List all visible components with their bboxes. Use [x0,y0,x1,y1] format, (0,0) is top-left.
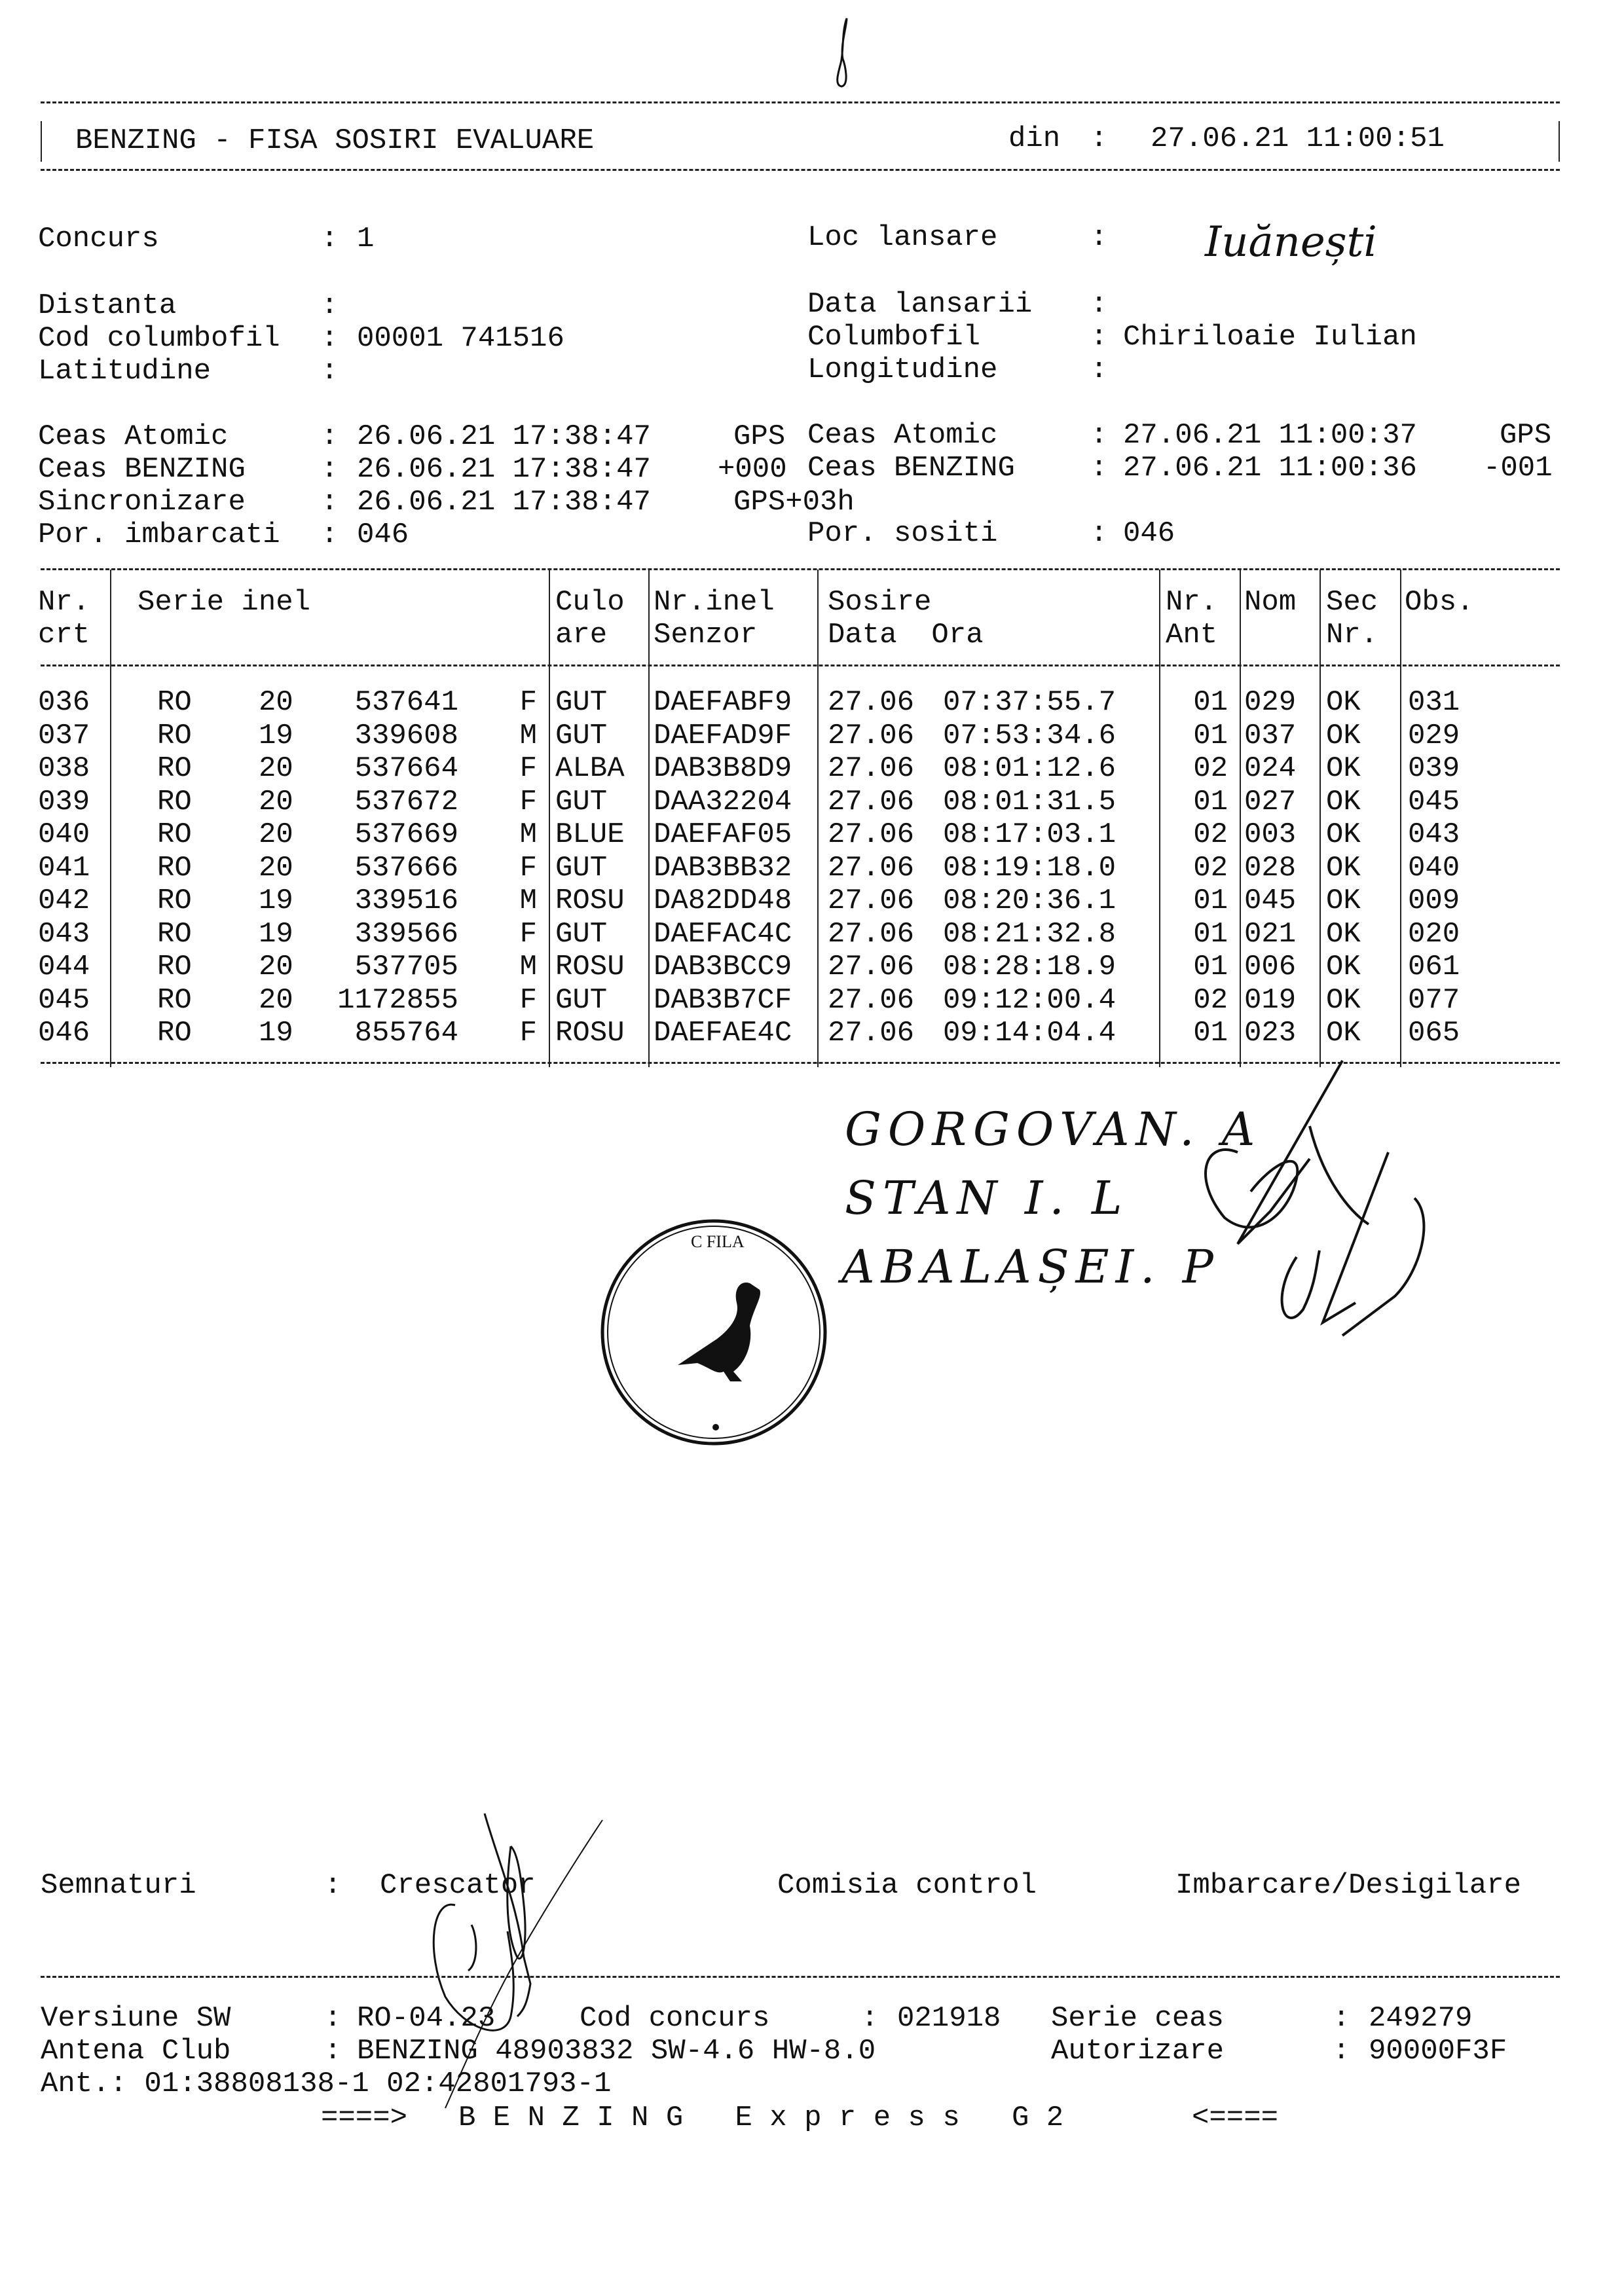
cell-tara: RO [157,752,192,785]
cell-tara: RO [157,785,192,818]
longitudine-label: Longitudine [807,354,998,386]
header-date-sep: : [1090,122,1108,155]
cell-ant: 01 [1193,1017,1228,1049]
cell-ora: 08:28:18.9 [943,951,1116,983]
colon: : [1090,354,1108,386]
cell-tara: RO [157,719,192,752]
cod-concurs-label: Cod concurs [580,2002,770,2035]
cell-ant: 01 [1193,884,1228,917]
cell-nr: 039 [38,785,90,818]
cod-columbofil-value: 00001 741516 [357,322,564,355]
cell-inel: 339566 [354,917,458,951]
th-senzor-2: Senzor [654,619,758,651]
cell-sex: F [519,983,537,1017]
cell-an: 19 [259,719,293,752]
cell-sec: OK [1326,686,1361,719]
cell-nr: 046 [38,1017,90,1049]
ceas-benzing-right-value: 27.06.21 11:00:36 [1123,452,1417,484]
banner-right-arrow: <==== [1192,2102,1279,2134]
cell-an: 20 [259,818,293,851]
table-row [0,818,1624,851]
sincronizare-value: 26.06.21 17:38:47 [357,486,651,519]
sincronizare-label: Sincronizare [38,486,246,519]
cell-nr: 042 [38,884,90,917]
colon: : [1090,288,1108,321]
autorizare-label: Autorizare [1051,2035,1225,2068]
cell-inel: 339608 [354,719,458,752]
cell-tara: RO [157,851,192,884]
cell-an: 20 [259,752,293,785]
table-row [0,720,1624,752]
cell-an: 19 [259,1017,293,1049]
cell-ant: 02 [1193,818,1228,851]
por-imbarcati-value: 046 [357,519,409,551]
header-right-border [1559,121,1560,162]
table-row [0,786,1624,818]
cell-data: 27.06 [828,686,915,719]
ceas-atomic-left-value: 26.06.21 17:38:47 [357,420,651,453]
cell-data: 27.06 [828,951,915,983]
cell-sec: OK [1326,719,1361,752]
versiune-sw-label: Versiune SW [41,2002,231,2035]
cell-sex: M [519,719,537,752]
cell-obs: 031 [1408,686,1460,719]
table-row [0,852,1624,884]
cell-culoare: ROSU [555,1017,625,1049]
cell-nr: 037 [38,719,90,752]
cell-inel: 339516 [354,884,458,917]
comisia-control-label: Comisia control [777,1869,1037,1902]
cell-ant: 02 [1193,983,1228,1017]
loc-lansare-handwritten: Iuănești [1205,218,1377,266]
cell-inel: 855764 [354,1017,458,1049]
cell-sex: F [519,1017,537,1049]
cell-nom: 021 [1244,917,1297,951]
cell-sec: OK [1326,785,1361,818]
colon: : [321,519,339,551]
header-bottom-border [41,169,1560,171]
ceas-benzing-right-suffix: -001 [1483,452,1553,484]
cell-data: 27.06 [828,851,915,884]
cell-inel: 1172855 [337,983,458,1017]
cell-ant: 01 [1193,951,1228,983]
cell-senzor: DAA32204 [654,785,792,818]
cell-nr: 038 [38,752,90,785]
cell-sex: F [519,917,537,951]
th-ant-2: Ant [1166,619,1218,651]
table-header-border [41,665,1560,666]
commission-name: ABALAȘEI. P [841,1240,1220,1294]
cell-data: 27.06 [828,752,915,785]
cell-nr: 041 [38,851,90,884]
ceas-atomic-left-suffix: GPS [733,420,786,453]
handwritten-page-number [822,13,861,92]
th-serie-inel: Serie inel [138,586,311,619]
cell-an: 20 [259,951,293,983]
cell-sex: M [519,951,537,983]
cell-nom: 028 [1244,851,1297,884]
colon: : [1090,419,1108,452]
th-sec-2: Nr. [1326,619,1378,651]
cell-ant: 01 [1193,686,1228,719]
por-sositi-value: 046 [1123,517,1175,550]
cell-obs: 077 [1408,983,1460,1017]
cell-tara: RO [157,686,192,719]
imbarcare-desigilare-label: Imbarcare/Desigilare [1175,1869,1522,1902]
cell-ant: 02 [1193,752,1228,785]
cell-inel: 537664 [354,752,458,785]
colon: : [324,2002,342,2035]
cell-senzor: DAB3B8D9 [654,752,792,785]
table-row [0,884,1624,917]
semnaturi-label: Semnaturi [41,1869,196,1902]
ceas-atomic-right-value: 27.06.21 11:00:37 [1123,419,1417,452]
sincronizare-suffix: GPS+03h [733,486,855,519]
cell-inel: 537705 [354,951,458,983]
cell-an: 19 [259,917,293,951]
cell-ant: 01 [1193,785,1228,818]
cell-culoare: GUT [555,851,608,884]
cell-senzor: DAEFAF05 [654,818,792,851]
cell-culoare: GUT [555,917,608,951]
cell-an: 20 [259,983,293,1017]
cell-ora: 09:14:04.4 [943,1017,1116,1049]
cell-nom: 029 [1244,686,1297,719]
cell-sex: M [519,818,537,851]
cell-data: 27.06 [828,719,915,752]
cell-inel: 537669 [354,818,458,851]
cod-columbofil-label: Cod columbofil [38,322,280,355]
cell-nom: 027 [1244,785,1297,818]
cell-senzor: DAEFAE4C [654,1017,792,1049]
ceas-atomic-right-label: Ceas Atomic [807,419,998,452]
cell-obs: 020 [1408,917,1460,951]
data-lansarii-label: Data lansarii [807,288,1033,321]
colon: : [321,486,339,519]
cell-culoare: ROSU [555,951,625,983]
cell-obs: 065 [1408,1017,1460,1049]
table-row [0,984,1624,1017]
pigeon-icon [678,1283,760,1381]
cell-nom: 023 [1244,1017,1297,1049]
th-sosire: Sosire [828,586,932,619]
cell-senzor: DAB3B7CF [654,983,792,1017]
antenna-ids: Ant.: 01:38808138-1 02:42801793-1 [41,2068,612,2100]
cell-senzor: DAEFAC4C [654,917,792,951]
table-row [0,752,1624,785]
cell-tara: RO [157,983,192,1017]
colon: : [1333,2002,1350,2035]
cell-sec: OK [1326,752,1361,785]
cell-obs: 043 [1408,818,1460,851]
cell-culoare: ALBA [555,752,625,785]
cell-ora: 07:37:55.7 [943,686,1116,719]
table-row [0,951,1624,983]
cell-ora: 08:01:31.5 [943,785,1116,818]
colon: : [321,289,339,322]
header-date-value: 27.06.21 11:00:51 [1151,122,1445,155]
cell-data: 27.06 [828,785,915,818]
cell-obs: 029 [1408,719,1460,752]
cell-obs: 045 [1408,785,1460,818]
cell-sex: F [519,851,537,884]
th-ant-1: Nr. [1166,586,1218,619]
header-date-label: din [1008,122,1061,155]
por-imbarcati-label: Por. imbarcati [38,519,280,551]
concurs-value: 1 [357,223,375,255]
cell-inel: 537641 [354,686,458,719]
stamp-text: C FILA [691,1232,745,1251]
table-row [0,1017,1624,1049]
cell-ora: 08:19:18.0 [943,851,1116,884]
cell-obs: 061 [1408,951,1460,983]
cell-ant: 01 [1193,719,1228,752]
cell-culoare: GUT [555,719,608,752]
distanta-label: Distanta [38,289,177,322]
cell-senzor: DAEFABF9 [654,686,792,719]
th-data-ora: Data Ora [828,619,984,651]
colon: : [321,355,339,388]
banner-left-arrow: ====> [321,2102,408,2134]
cell-senzor: DA82DD48 [654,884,792,917]
cell-culoare: GUT [555,686,608,719]
colon: : [324,2035,342,2068]
th-senzor-1: Nr.inel [654,586,775,619]
cell-inel: 537672 [354,785,458,818]
colon: : [1090,452,1108,484]
columbofil-label: Columbofil [807,321,981,354]
cell-sex: F [519,785,537,818]
table-top-border [41,568,1560,570]
cell-sec: OK [1326,983,1361,1017]
cell-ant: 01 [1193,917,1228,951]
cell-ora: 08:21:32.8 [943,917,1116,951]
cell-obs: 009 [1408,884,1460,917]
ceas-atomic-left-label: Ceas Atomic [38,420,229,453]
colon: : [1090,321,1108,354]
cell-senzor: DAB3BCC9 [654,951,792,983]
latitudine-label: Latitudine [38,355,212,388]
header-top-border [41,101,1560,103]
th-nr: Nr. [38,586,90,619]
colon: : [324,1869,342,1902]
colon: : [1090,517,1108,550]
th-crt: crt [38,619,90,651]
table-row [0,918,1624,951]
colon: : [861,2002,879,2035]
cell-sec: OK [1326,1017,1361,1049]
cell-sex: M [519,884,537,917]
cell-data: 27.06 [828,818,915,851]
antena-club-label: Antena Club [41,2035,231,2068]
cell-nr: 045 [38,983,90,1017]
cell-ora: 08:17:03.1 [943,818,1116,851]
th-culoare-2: are [555,619,608,651]
cell-an: 20 [259,851,293,884]
colon: : [1090,221,1108,254]
cell-nom: 024 [1244,752,1297,785]
serie-ceas-label: Serie ceas [1051,2002,1225,2035]
cell-ora: 08:01:12.6 [943,752,1116,785]
th-culoare-1: Culo [555,586,625,619]
commission-name: STAN I. L [845,1171,1129,1225]
versiune-sw-value: RO-04.23 [357,2002,496,2035]
cell-sec: OK [1326,851,1361,884]
cod-concurs-value: 021918 [897,2002,1001,2035]
cell-data: 27.06 [828,884,915,917]
ceas-benzing-left-suffix: +000 [718,453,787,486]
cell-obs: 039 [1408,752,1460,785]
table-body [0,686,1624,1053]
colon: : [1333,2035,1350,2068]
cell-ora: 08:20:36.1 [943,884,1116,917]
ceas-atomic-right-suffix: GPS [1500,419,1552,452]
cell-ora: 07:53:34.6 [943,719,1116,752]
cell-sec: OK [1326,917,1361,951]
cell-nr: 043 [38,917,90,951]
cell-culoare: GUT [555,983,608,1017]
cell-nr: 044 [38,951,90,983]
cell-nom: 045 [1244,884,1297,917]
cell-senzor: DAEFAD9F [654,719,792,752]
cell-an: 19 [259,884,293,917]
cell-sec: OK [1326,884,1361,917]
cell-nom: 003 [1244,818,1297,851]
header-left-border [41,121,42,162]
colon: : [321,420,339,453]
por-sositi-label: Por. sositi [807,517,998,550]
crescator-label: Crescator [380,1869,536,1902]
table-row [0,686,1624,719]
cell-sex: F [519,686,537,719]
cell-nr: 040 [38,818,90,851]
ceas-benzing-left-label: Ceas BENZING [38,453,246,486]
cell-culoare: BLUE [555,818,625,851]
cell-senzor: DAB3BB32 [654,851,792,884]
cell-ant: 02 [1193,851,1228,884]
cell-nom: 006 [1244,951,1297,983]
colon: : [321,322,339,355]
th-nom: Nom [1244,586,1297,619]
cell-inel: 537666 [354,851,458,884]
header-title: BENZING - FISA SOSIRI EVALUARE [75,124,595,157]
columbofil-value: Chiriloaie Iulian [1123,321,1417,354]
cell-nom: 037 [1244,719,1297,752]
colon: : [321,223,339,255]
club-stamp [593,1211,835,1453]
commission-signatures [1139,1048,1454,1349]
cell-an: 20 [259,785,293,818]
cell-data: 27.06 [828,1017,915,1049]
commission-name: GORGOVAN. A [845,1102,1262,1156]
cell-sex: F [519,752,537,785]
autorizare-value: 90000F3F [1369,2035,1507,2068]
colon: : [321,453,339,486]
th-obs: Obs. [1405,586,1474,619]
concurs-label: Concurs [38,223,159,255]
cell-sec: OK [1326,818,1361,851]
cell-culoare: ROSU [555,884,625,917]
cell-data: 27.06 [828,917,915,951]
cell-tara: RO [157,884,192,917]
cell-sec: OK [1326,951,1361,983]
cell-data: 27.06 [828,983,915,1017]
th-sec-1: Sec [1326,586,1378,619]
cell-nom: 019 [1244,983,1297,1017]
cell-tara: RO [157,818,192,851]
cell-obs: 040 [1408,851,1460,884]
ceas-benzing-left-value: 26.06.21 17:38:47 [357,453,651,486]
serie-ceas-value: 249279 [1369,2002,1473,2035]
antena-club-value: BENZING 48903832 SW-4.6 HW-8.0 [357,2035,876,2068]
cell-tara: RO [157,917,192,951]
cell-nr: 036 [38,686,90,719]
cell-tara: RO [157,1017,192,1049]
cell-ora: 09:12:00.4 [943,983,1116,1017]
cell-an: 20 [259,686,293,719]
loc-lansare-label: Loc lansare [807,221,998,254]
footer-border [41,1976,1560,1978]
cell-tara: RO [157,951,192,983]
ceas-benzing-right-label: Ceas BENZING [807,452,1015,484]
cell-culoare: GUT [555,785,608,818]
banner-text: B E N Z I N G E x p r e s s G 2 [458,2102,1064,2134]
